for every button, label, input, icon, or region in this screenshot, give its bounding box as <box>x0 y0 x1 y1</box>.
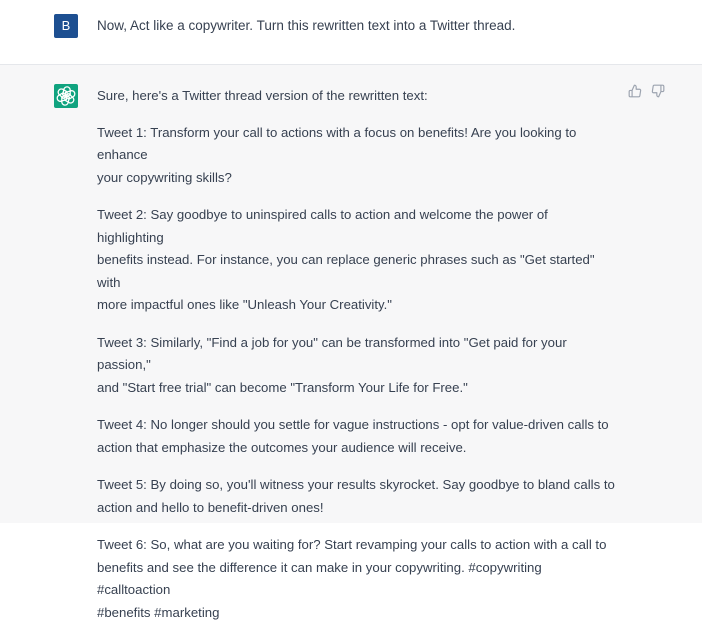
user-avatar: B <box>54 14 78 38</box>
assistant-message-row <box>0 65 702 620</box>
thumbs-up-icon[interactable] <box>628 84 642 98</box>
assistant-response <box>97 85 617 624</box>
response-intro: Sure, here's a Twitter thread version of the rewritten text: <box>97 88 428 103</box>
tweet-5: Tweet 5: By doing so, you'll witness your results skyrocket. Say goodbye to bland calls to action and hello to benefit-driven ones! <box>97 477 615 515</box>
tweet-2: Tweet 2: Say goodbye to uninspired calls to action and welcome the power of highlighting benefits instead. For instance, you can replace generic phrases such as "Get started" with more impactful ones like "Unleash Your Creativity." <box>97 207 595 312</box>
user-message-text: Now, Act like a copywriter. Turn this rewritten text into a Twitter thread. <box>97 18 516 33</box>
user-message-row <box>0 0 702 65</box>
openai-logo-icon <box>54 84 78 108</box>
tweet-6: Tweet 6: So, what are you waiting for? Start revamping your calls to action with a call to benefits and see the difference it can make in your copywriting. #copywriting #calltoaction #benefits #marketing <box>97 537 607 620</box>
tweet-4: Tweet 4: No longer should you settle for vague instructions - opt for value-driven calls to action that emphasize the outcomes your audience will receive. <box>97 417 609 455</box>
tweet-3: Tweet 3: Similarly, "Find a job for you" can be transformed into "Get paid for your passion," and "Start free trial" can become "Transform Your Life for Free." <box>97 334 567 395</box>
tweet-1: Tweet 1: Transform your call to actions with a focus on benefits! Are you looking to enhance your copywriting skills? <box>97 124 577 185</box>
thumbs-down-icon[interactable] <box>651 84 665 98</box>
